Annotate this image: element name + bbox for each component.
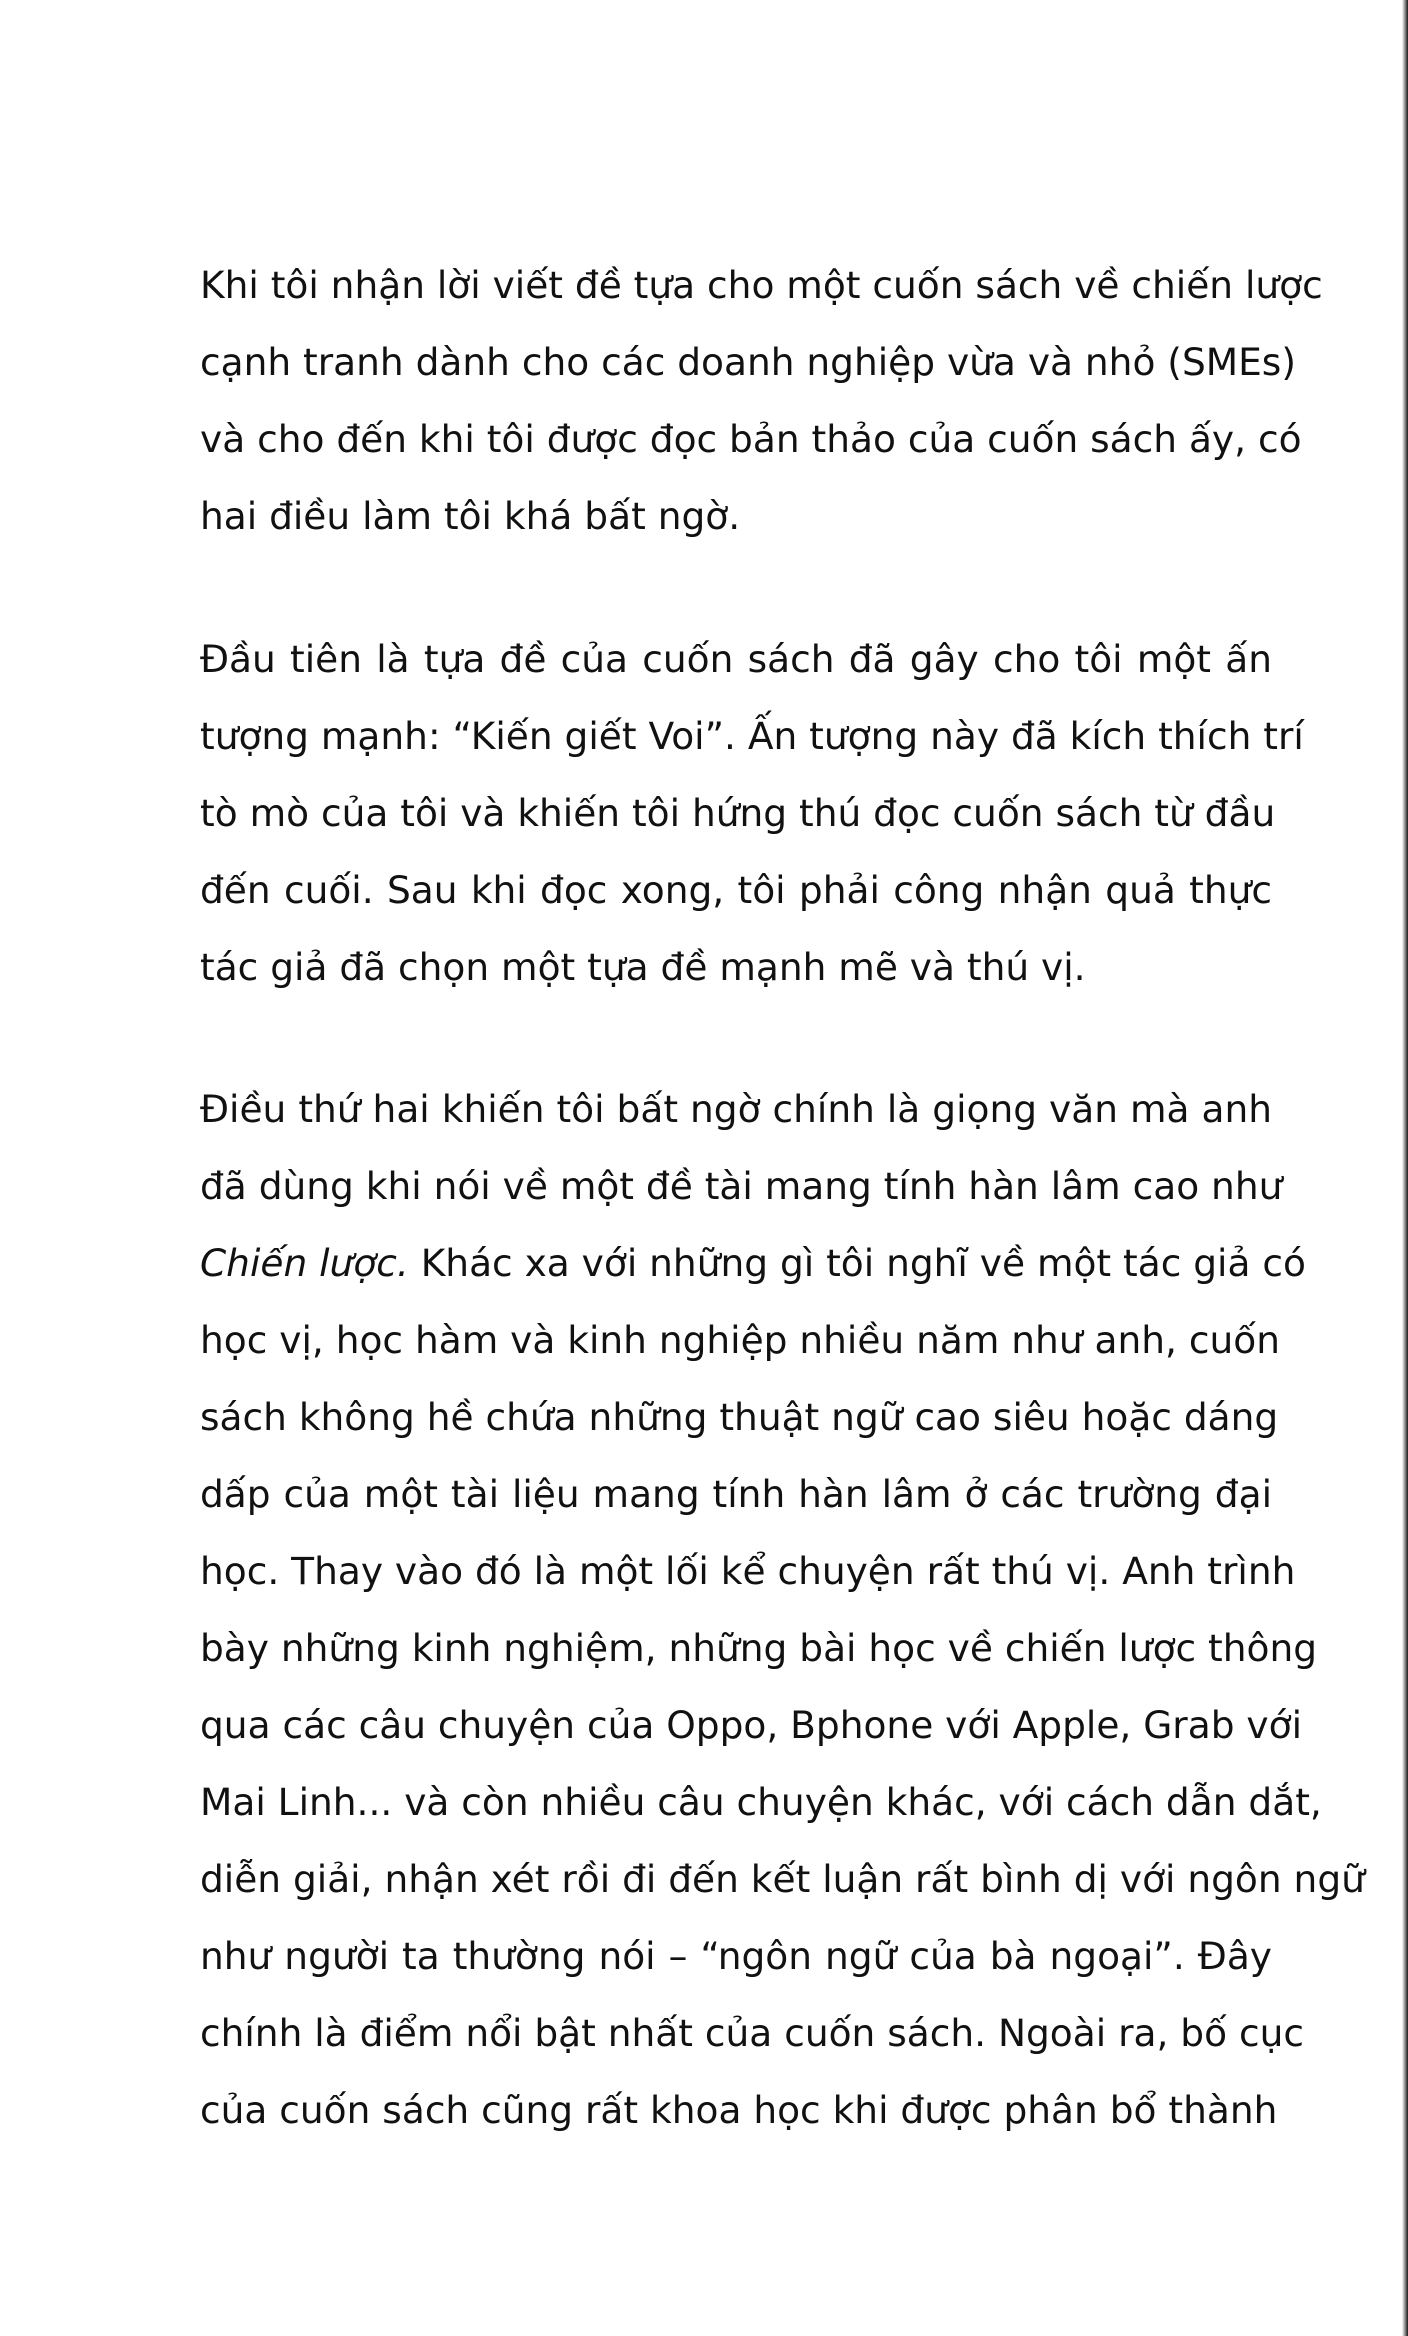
italic-term: Chiến lược. (200, 1241, 409, 1285)
paragraph-2-line-3: tò mò của tôi và khiến tôi hứng thú đọc cuốn sách từ đầu (200, 791, 1276, 835)
paragraph-1-line-1: Khi tôi nhận lời viết đề tựa cho một cuốn sách về chiến lược (200, 263, 1323, 307)
paragraph-1-line-3: và cho đến khi tôi được đọc bản thảo của cuốn sách ấy, có (200, 417, 1302, 461)
paragraph-2-line-2: tượng mạnh: “Kiến giết Voi”. Ấn tượng này đã kích thích trí (200, 714, 1304, 758)
paragraph-3-line-5: sách không hề chứa những thuật ngữ cao siêu hoặc dáng (200, 1395, 1279, 1439)
paragraph-3-line-1: Điều thứ hai khiến tôi bất ngờ chính là giọng văn mà anh (200, 1087, 1272, 1131)
paragraph-3-line-4: học vị, học hàm và kinh nghiệp nhiều năm như anh, cuốn (200, 1318, 1280, 1362)
paragraph-3 (200, 1071, 1365, 2149)
paragraph-3-line-11: diễn giải, nhận xét rồi đi đến kết luận rất bình dị với ngôn ngữ (200, 1857, 1365, 1901)
paragraph-3-line-13: chính là điểm nổi bật nhất của cuốn sách. Ngoài ra, bố cục (200, 2011, 1304, 2055)
paragraph-2-line-4: đến cuối. Sau khi đọc xong, tôi phải công nhận quả thực (200, 868, 1272, 912)
paragraph-1-line-2: cạnh tranh dành cho các doanh nghiệp vừa và nhỏ (SMEs) (200, 340, 1296, 384)
paragraph-2-line-1: Đầu tiên là tựa đề của cuốn sách đã gây cho tôi một ấn (200, 637, 1272, 681)
paragraph-2 (200, 621, 1304, 1006)
paragraph-3-line-14: của cuốn sách cũng rất khoa học khi được phân bổ thành (200, 2088, 1278, 2132)
paragraph-2-line-5: tác giả đã chọn một tựa đề mạnh mẽ và thú vị. (200, 945, 1086, 989)
paragraph-3-line-3 (200, 1225, 1306, 1302)
paragraph-3-line-6: dấp của một tài liệu mang tính hàn lâm ở các trường đại (200, 1472, 1272, 1516)
scan-edge-shadow (1402, 0, 1408, 2336)
paragraph-3-line-9: qua các câu chuyện của Oppo, Bphone với Apple, Grab với (200, 1703, 1302, 1747)
paragraph-3-line-12: như người ta thường nói – “ngôn ngữ của bà ngoại”. Đây (200, 1934, 1272, 1978)
paragraph-1-line-4: hai điều làm tôi khá bất ngờ. (200, 494, 741, 538)
paragraph-3-line-3-rest: Khác xa với những gì tôi nghĩ về một tác giả có (408, 1241, 1306, 1285)
paragraph-3-line-7: học. Thay vào đó là một lối kể chuyện rất thú vị. Anh trình (200, 1549, 1296, 1593)
paragraph-1 (200, 247, 1323, 555)
paragraph-3-line-2: đã dùng khi nói về một đề tài mang tính hàn lâm cao như (200, 1164, 1283, 1208)
paragraph-3-line-10: Mai Linh... và còn nhiều câu chuyện khác, với cách dẫn dắt, (200, 1780, 1322, 1824)
paragraph-3-line-8: bày những kinh nghiệm, những bài học về chiến lược thông (200, 1626, 1318, 1670)
